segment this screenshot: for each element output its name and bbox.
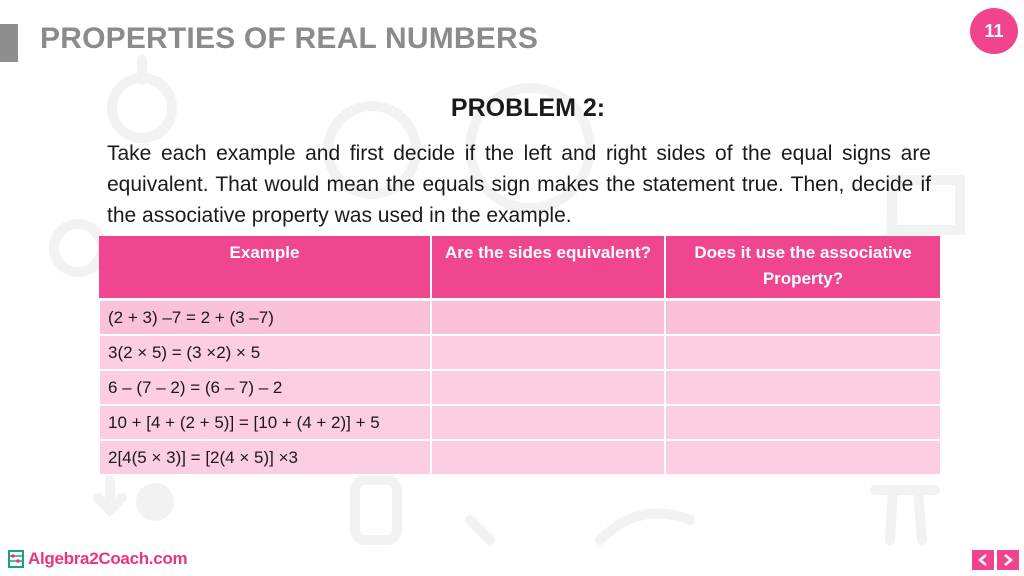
page-number-badge: 11 (970, 8, 1018, 54)
table-row (99, 440, 940, 475)
associative-cell[interactable] (665, 370, 940, 405)
equivalent-cell[interactable] (431, 405, 665, 440)
associative-cell[interactable] (665, 440, 940, 475)
example-cell: 2[4(5 × 3)] = [2(4 × 5)] ×3 (99, 440, 431, 475)
equivalent-cell[interactable] (431, 370, 665, 405)
next-slide-button[interactable] (997, 550, 1019, 570)
previous-slide-button[interactable] (972, 550, 994, 570)
site-logo[interactable] (8, 548, 187, 570)
table-header-row (99, 236, 940, 300)
table-row (99, 370, 940, 405)
logo-text: Algebra2Coach.com (28, 549, 188, 568)
equivalent-cell[interactable] (431, 300, 665, 336)
equivalent-cell[interactable] (431, 335, 665, 370)
example-cell: 10 + [4 + (2 + 5)] = [10 + (4 + 2)] + 5 (99, 405, 431, 440)
table-row (99, 335, 940, 370)
example-cell: 3(2 × 5) = (3 ×2) × 5 (99, 335, 431, 370)
example-cell: 6 – (7 – 2) = (6 – 7) – 2 (99, 370, 431, 405)
associative-cell[interactable] (665, 300, 940, 336)
header-associative: Does it use the associative Property? (665, 236, 940, 300)
problem-heading: PROBLEM 2: (450, 94, 606, 122)
abacus-icon (8, 550, 24, 568)
equivalent-cell[interactable] (431, 440, 665, 475)
chevron-right-icon (1003, 554, 1013, 566)
slide-navigation (972, 550, 1019, 570)
chevron-left-icon (978, 554, 988, 566)
header-equivalent: Are the sides equivalent? (431, 236, 665, 300)
problem-instructions: Take each example and first decide if the left and right sides of the equal signs are equivalent. That would mean the equals sign makes the statement true. Then, decide if the associative property was used in the example. (107, 142, 931, 227)
table-row (99, 300, 940, 336)
example-cell: (2 + 3) –7 = 2 + (3 –7) (99, 300, 431, 336)
header-example: Example (99, 236, 431, 300)
title-accent-bar (0, 24, 18, 62)
associative-cell[interactable] (665, 335, 940, 370)
properties-table (98, 236, 940, 476)
page-title: PROPERTIES OF REAL NUMBERS (40, 22, 539, 55)
associative-cell[interactable] (665, 405, 940, 440)
table-row (99, 405, 940, 440)
